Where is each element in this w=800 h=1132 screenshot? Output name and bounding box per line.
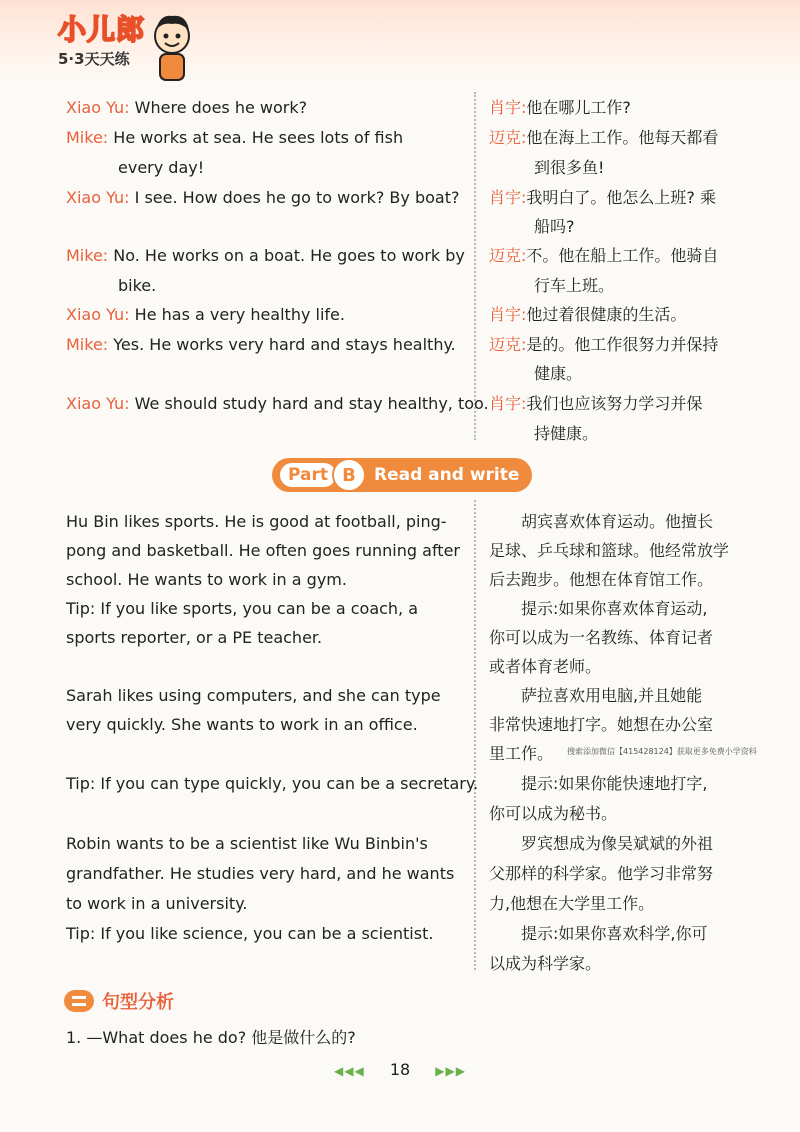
reading-line-en: school. He wants to work in a gym. [66,570,347,589]
reading-line-zh: 里工作。 [489,744,554,763]
dialogue-line-zh: 行车上班。 [534,276,615,295]
dialogue-line-en: Xiao Yu: He has a very healthy life. [66,305,345,324]
dialogue-line-zh: 肖宇:我明白了。他怎么上班? 乘 [489,188,716,207]
reading-line-en: sports reporter, or a PE teacher. [66,628,323,647]
dialogue-line-en: Xiao Yu: I see. How does he go to work? By boat? [66,188,460,207]
dialogue-line-zh: 到很多鱼! [534,158,605,177]
dialogue-line-en: Xiao Yu: We should study hard and stay healthy, too. [66,394,489,413]
watermark-text: 搜索添加微信【415428124】获取更多免费小学资料 [567,747,757,756]
dialogue-line-zh: 肖宇:我们也应该努力学习并保 [489,394,703,413]
section-number-icon [64,990,94,1012]
reading-line-zh: 胡宾喜欢体育运动。他擅长 [521,512,714,531]
reading-line-en: to work in a university. [66,894,248,913]
dialogue-line-zh: 船吗? [534,217,575,236]
reading-line-zh: 力,他想在大学里工作。 [489,894,655,913]
column-divider [474,92,476,440]
page-footer [0,1060,800,1084]
part-letter-badge: B [332,458,366,492]
reading-line-en: Tip: If you like science, you can be a scientist. [66,924,434,943]
reading-line-en: Robin wants to be a scientist like Wu Binbin's [66,834,428,853]
reading-line-en: Hu Bin likes sports. He is good at football, ping- [66,512,447,531]
reading-line-zh: 父那样的科学家。他学习非常努 [489,864,714,883]
reading-line-en: Tip: If you can type quickly, you can be a secretary. [66,774,479,793]
dialogue-line-zh: 肖宇:他在哪儿工作? [489,98,631,117]
dialogue-line-en: Mike: He works at sea. He sees lots of fish [66,128,404,147]
reading-line-zh: 提示:如果你喜欢科学,你可 [521,924,708,943]
dialogue-line-zh: 肖宇:他过着很健康的生活。 [489,305,687,324]
reading-line-zh: 罗宾想成为像吴斌斌的外祖 [521,834,714,853]
reading-line-zh: 后去跑步。他想在体育馆工作。 [489,570,714,589]
dialogue-line-zh: 迈克:是的。他工作很努力并保持 [489,335,719,354]
left-arrows-icon: ◀◀◀ [334,1064,365,1078]
part-label: Part [280,463,336,487]
part-b-banner [272,458,532,492]
dialogue-line-zh: 迈克:他在海上工作。他每天都看 [489,128,719,147]
section-title: 句型分析 [102,992,174,1013]
brand-subtitle: 5·3天天练 [58,50,130,68]
brand-name: 小儿郎 [58,13,146,46]
reading-line-zh: 非常快速地打字。她想在办公室 [489,715,714,734]
reading-line-en: very quickly. She wants to work in an office. [66,715,418,734]
reading-line-zh: 你可以成为一名教练、体育记者 [489,628,714,647]
dialogue-line-zh: 健康。 [534,364,583,383]
reading-line-zh: 以成为科学家。 [489,954,602,973]
reading-line-zh: 足球、乒乓球和篮球。他经常放学 [489,541,730,560]
section-heading [64,988,174,1014]
reading-line-en: pong and basketball. He often goes running after [66,541,460,560]
dialogue-line-zh: 迈克:不。他在船上工作。他骑自 [489,246,719,265]
dialogue-line-en: Xiao Yu: Where does he work? [66,98,308,117]
brand-logo [54,8,194,84]
reading-line-en: grandfather. He studies very hard, and he wants [66,864,455,883]
dialogue-line-en: Mike: No. He works on a boat. He goes to work by [66,246,465,265]
reading-line-zh: 提示:如果你能快速地打字, [521,774,708,793]
reading-line-en: Tip: If you like sports, you can be a coach, a [66,599,419,618]
column-divider [474,500,476,970]
dialogue-line-zh: 持健康。 [534,424,599,443]
reading-line-zh: 或者体育老师。 [489,657,602,676]
dialogue-line-en: bike. [118,276,157,295]
reading-line-zh: 萨拉喜欢用电脑,并且她能 [521,686,703,705]
right-arrows-icon: ▶▶▶ [435,1064,466,1078]
mascot-icon [150,12,194,84]
dialogue-line-en: every day! [118,158,205,177]
reading-line-zh: 提示:如果你喜欢体育运动, [521,599,708,618]
question-line: 1. —What does he do? 他是做什么的? [66,1028,356,1047]
dialogue-line-en: Mike: Yes. He works very hard and stays healthy. [66,335,456,354]
page-number: 18 [389,1060,411,1079]
part-title: Read and write [374,465,520,485]
reading-line-en: Sarah likes using computers, and she can type [66,686,441,705]
reading-line-zh: 你可以成为秘书。 [489,804,618,823]
